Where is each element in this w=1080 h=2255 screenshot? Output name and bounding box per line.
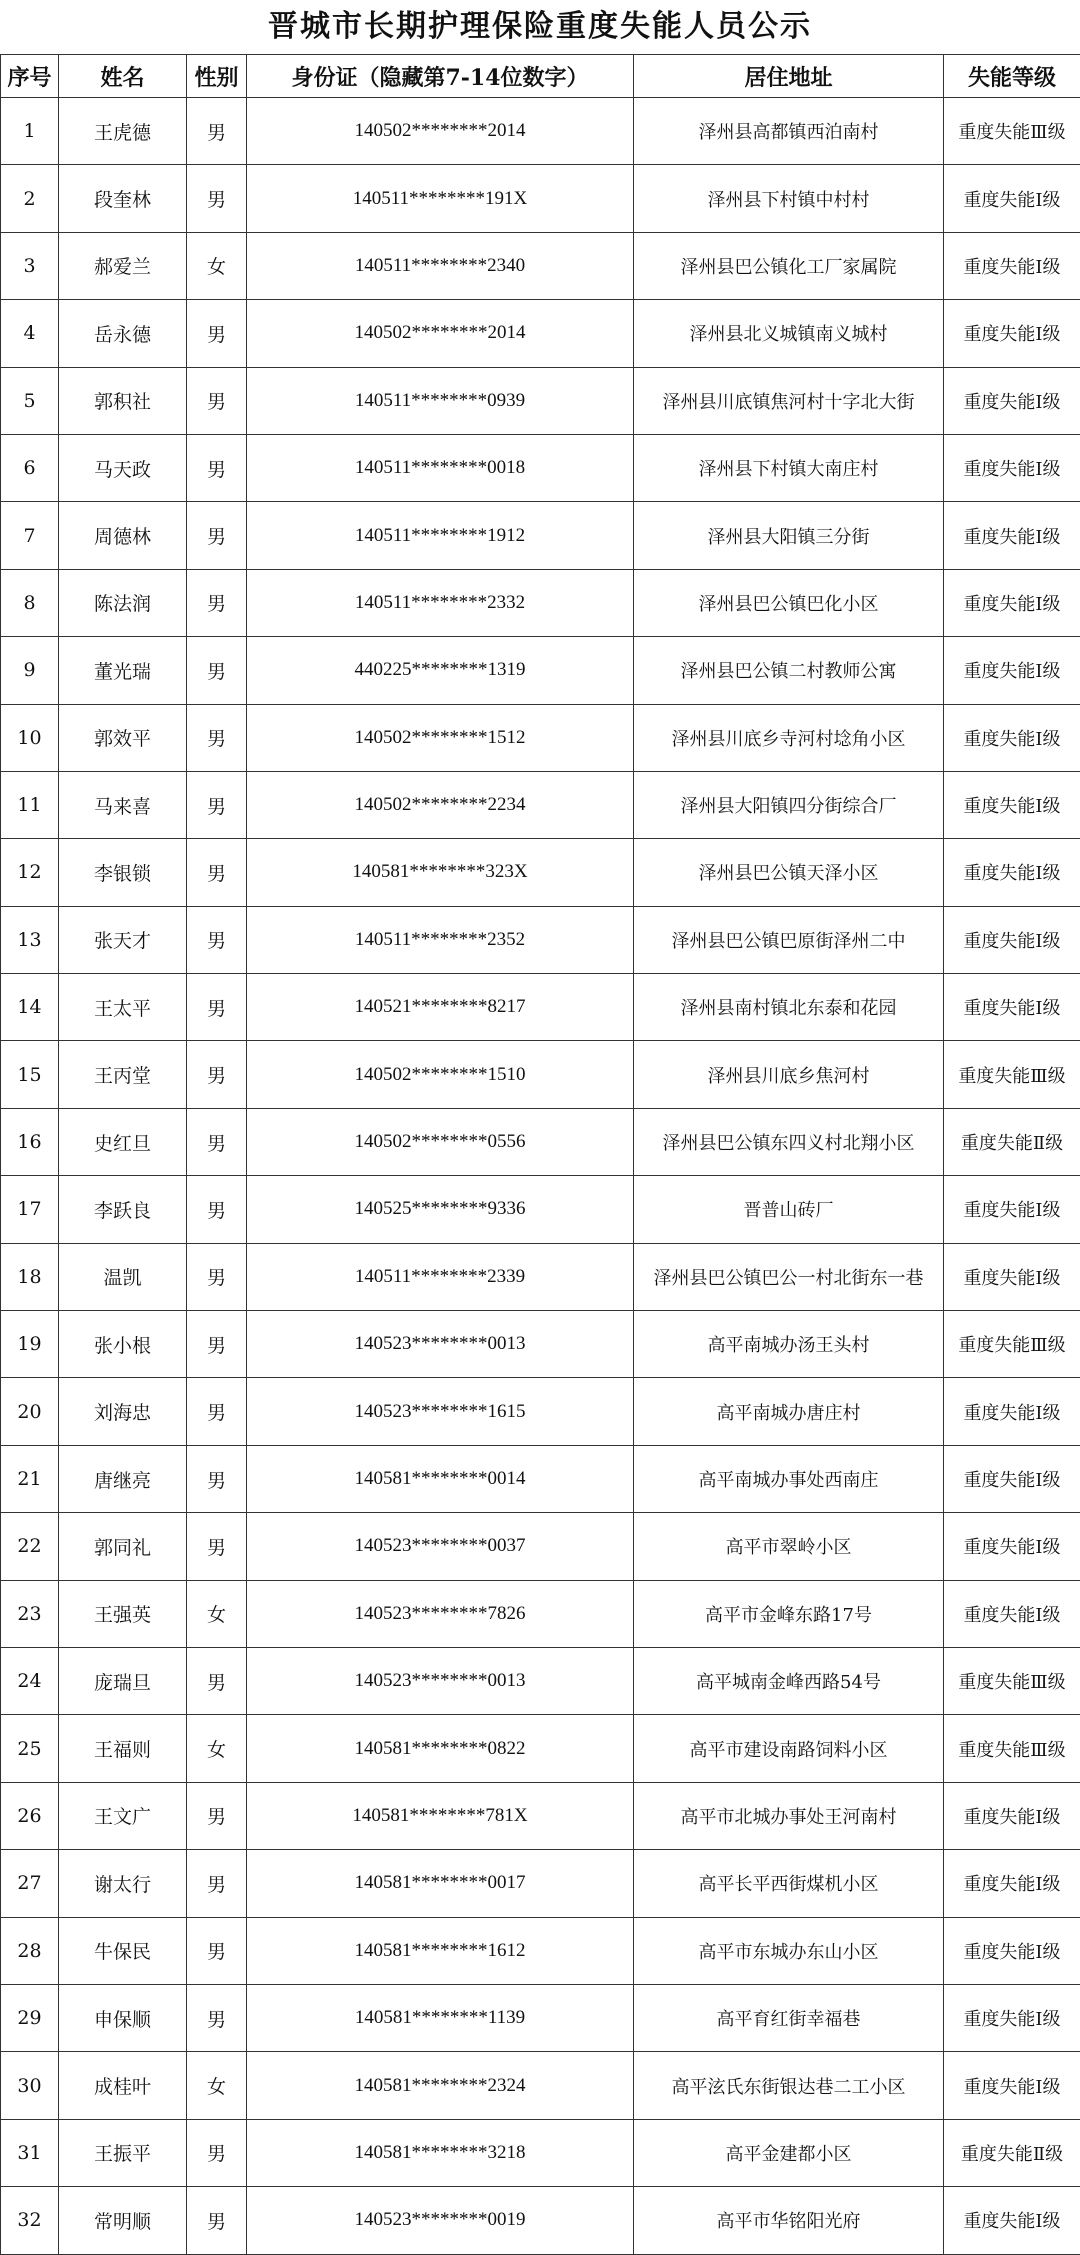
table-row (1, 300, 1080, 367)
cell-no: 27 (1, 1850, 59, 1917)
cell-name: 段奎林 (59, 165, 187, 232)
cell-id: 140581********2324 (247, 2052, 634, 2119)
cell-gender: 女 (187, 1715, 247, 1782)
table-row (1, 1917, 1080, 1984)
cell-level: 重度失能Ⅲ级 (944, 1041, 1080, 1108)
cell-name: 郭同礼 (59, 1513, 187, 1580)
cell-id: 140525********9336 (247, 1176, 634, 1243)
table-row (1, 1782, 1080, 1849)
cell-address: 泽州县巴公镇二村教师公寓 (634, 637, 944, 704)
cell-gender: 女 (187, 232, 247, 299)
cell-gender: 男 (187, 1647, 247, 1714)
cell-name: 申保顺 (59, 1984, 187, 2051)
page-title: 晋城市长期护理保险重度失能人员公示 (0, 0, 1080, 54)
cell-id: 140581********1139 (247, 1984, 634, 2051)
cell-id: 140502********1512 (247, 704, 634, 771)
cell-name: 陈法润 (59, 569, 187, 636)
table-row (1, 98, 1080, 165)
cell-gender: 男 (187, 1850, 247, 1917)
cell-level: 重度失能Ⅰ级 (944, 367, 1080, 434)
cell-no: 7 (1, 502, 59, 569)
cell-address: 泽州县巴公镇巴公一村北街东一巷 (634, 1243, 944, 1310)
cell-no: 9 (1, 637, 59, 704)
cell-name: 郝爱兰 (59, 232, 187, 299)
table-row (1, 2119, 1080, 2186)
cell-address: 泽州县巴公镇天泽小区 (634, 839, 944, 906)
cell-name: 王文广 (59, 1782, 187, 1849)
cell-level: 重度失能Ⅲ级 (944, 1647, 1080, 1714)
cell-no: 18 (1, 1243, 59, 1310)
cell-id: 140581********3218 (247, 2119, 634, 2186)
cell-no: 22 (1, 1513, 59, 1580)
cell-gender: 男 (187, 367, 247, 434)
cell-id: 140502********1510 (247, 1041, 634, 1108)
cell-gender: 男 (187, 1917, 247, 1984)
cell-level: 重度失能Ⅰ级 (944, 569, 1080, 636)
cell-name: 郭积社 (59, 367, 187, 434)
header-level: 失能等级 (944, 55, 1080, 98)
cell-gender: 男 (187, 1243, 247, 1310)
cell-no: 26 (1, 1782, 59, 1849)
cell-id: 140581********0014 (247, 1445, 634, 1512)
cell-name: 王虎德 (59, 98, 187, 165)
cell-id: 140511********2332 (247, 569, 634, 636)
cell-level: 重度失能Ⅲ级 (944, 98, 1080, 165)
cell-name: 庞瑞旦 (59, 1647, 187, 1714)
cell-name: 温凯 (59, 1243, 187, 1310)
cell-gender: 男 (187, 974, 247, 1041)
cell-no: 14 (1, 974, 59, 1041)
cell-id: 140581********1612 (247, 1917, 634, 1984)
cell-name: 王丙堂 (59, 1041, 187, 1108)
table-row (1, 1850, 1080, 1917)
header-name: 姓名 (59, 55, 187, 98)
cell-id: 140581********781X (247, 1782, 634, 1849)
cell-address: 泽州县川底乡寺河村埝角小区 (634, 704, 944, 771)
cell-no: 12 (1, 839, 59, 906)
disability-table (0, 54, 1080, 2255)
cell-name: 成桂叶 (59, 2052, 187, 2119)
cell-id: 140511********191X (247, 165, 634, 232)
cell-no: 17 (1, 1176, 59, 1243)
cell-name: 马天政 (59, 434, 187, 501)
cell-name: 刘海忠 (59, 1378, 187, 1445)
cell-level: 重度失能Ⅰ级 (944, 906, 1080, 973)
cell-level: 重度失能Ⅰ级 (944, 1513, 1080, 1580)
cell-gender: 男 (187, 1311, 247, 1378)
cell-level: 重度失能Ⅰ级 (944, 1378, 1080, 1445)
cell-level: 重度失能Ⅰ级 (944, 1984, 1080, 2051)
cell-id: 140523********0019 (247, 2187, 634, 2254)
cell-id: 140502********2014 (247, 98, 634, 165)
cell-no: 1 (1, 98, 59, 165)
cell-id: 140521********8217 (247, 974, 634, 1041)
cell-no: 16 (1, 1108, 59, 1175)
cell-level: 重度失能Ⅰ级 (944, 1445, 1080, 1512)
table-row (1, 367, 1080, 434)
cell-no: 28 (1, 1917, 59, 1984)
cell-address: 高平城南金峰西路54号 (634, 1647, 944, 1714)
cell-id: 140511********2339 (247, 1243, 634, 1310)
cell-level: 重度失能Ⅰ级 (944, 502, 1080, 569)
cell-name: 李跃良 (59, 1176, 187, 1243)
cell-id: 140581********323X (247, 839, 634, 906)
cell-name: 周德林 (59, 502, 187, 569)
cell-no: 30 (1, 2052, 59, 2119)
cell-level: 重度失能Ⅰ级 (944, 1782, 1080, 1849)
cell-no: 24 (1, 1647, 59, 1714)
cell-no: 19 (1, 1311, 59, 1378)
cell-name: 张天才 (59, 906, 187, 973)
table-row (1, 1243, 1080, 1310)
cell-address: 高平长平西街煤机小区 (634, 1850, 944, 1917)
cell-gender: 男 (187, 1176, 247, 1243)
table-row (1, 1513, 1080, 1580)
cell-name: 谢太行 (59, 1850, 187, 1917)
header-gender: 性别 (187, 55, 247, 98)
cell-level: 重度失能Ⅱ级 (944, 2119, 1080, 2186)
cell-level: 重度失能Ⅰ级 (944, 1917, 1080, 1984)
table-row (1, 771, 1080, 838)
cell-no: 23 (1, 1580, 59, 1647)
cell-gender: 男 (187, 502, 247, 569)
cell-address: 高平南城办唐庄村 (634, 1378, 944, 1445)
cell-address: 高平南城办事处西南庄 (634, 1445, 944, 1512)
cell-id: 140502********2014 (247, 300, 634, 367)
cell-level: 重度失能Ⅰ级 (944, 637, 1080, 704)
cell-no: 6 (1, 434, 59, 501)
table-row (1, 1445, 1080, 1512)
cell-name: 李银锁 (59, 839, 187, 906)
cell-gender: 男 (187, 434, 247, 501)
cell-level: 重度失能Ⅰ级 (944, 839, 1080, 906)
cell-level: 重度失能Ⅰ级 (944, 2187, 1080, 2254)
table-row (1, 1715, 1080, 1782)
cell-address: 高平南城办汤王头村 (634, 1311, 944, 1378)
cell-id: 140511********2340 (247, 232, 634, 299)
cell-gender: 女 (187, 1580, 247, 1647)
cell-id: 140511********2352 (247, 906, 634, 973)
cell-no: 3 (1, 232, 59, 299)
cell-no: 11 (1, 771, 59, 838)
cell-level: 重度失能Ⅰ级 (944, 300, 1080, 367)
table-row (1, 1108, 1080, 1175)
cell-address: 高平金建都小区 (634, 2119, 944, 2186)
cell-id: 140523********0013 (247, 1647, 634, 1714)
cell-name: 马来喜 (59, 771, 187, 838)
cell-name: 牛保民 (59, 1917, 187, 1984)
cell-address: 泽州县下村镇中村村 (634, 165, 944, 232)
cell-address: 泽州县高都镇西泊南村 (634, 98, 944, 165)
cell-id: 140523********0013 (247, 1311, 634, 1378)
cell-level: 重度失能Ⅰ级 (944, 1580, 1080, 1647)
table-row (1, 1176, 1080, 1243)
cell-no: 4 (1, 300, 59, 367)
cell-level: 重度失能Ⅰ级 (944, 232, 1080, 299)
table-row (1, 637, 1080, 704)
cell-address: 泽州县巴公镇东四义村北翔小区 (634, 1108, 944, 1175)
cell-id: 140523********0037 (247, 1513, 634, 1580)
cell-level: 重度失能Ⅰ级 (944, 771, 1080, 838)
cell-gender: 男 (187, 300, 247, 367)
cell-gender: 男 (187, 1984, 247, 2051)
cell-no: 31 (1, 2119, 59, 2186)
cell-level: 重度失能Ⅰ级 (944, 1243, 1080, 1310)
cell-gender: 男 (187, 1513, 247, 1580)
table-row (1, 2052, 1080, 2119)
cell-no: 15 (1, 1041, 59, 1108)
table-row (1, 839, 1080, 906)
cell-address: 晋普山砖厂 (634, 1176, 944, 1243)
cell-address: 泽州县北义城镇南义城村 (634, 300, 944, 367)
cell-name: 岳永德 (59, 300, 187, 367)
cell-no: 25 (1, 1715, 59, 1782)
cell-id: 440225********1319 (247, 637, 634, 704)
cell-id: 140523********7826 (247, 1580, 634, 1647)
cell-name: 常明顺 (59, 2187, 187, 2254)
table-row (1, 974, 1080, 1041)
table-row (1, 1378, 1080, 1445)
cell-id: 140502********2234 (247, 771, 634, 838)
cell-level: 重度失能Ⅰ级 (944, 1850, 1080, 1917)
cell-gender: 男 (187, 839, 247, 906)
cell-level: 重度失能Ⅲ级 (944, 1311, 1080, 1378)
cell-gender: 男 (187, 1445, 247, 1512)
table-row (1, 1580, 1080, 1647)
cell-id: 140581********0017 (247, 1850, 634, 1917)
cell-address: 泽州县巴公镇巴化小区 (634, 569, 944, 636)
cell-gender: 男 (187, 569, 247, 636)
cell-name: 王太平 (59, 974, 187, 1041)
table-row (1, 704, 1080, 771)
cell-gender: 男 (187, 1782, 247, 1849)
cell-id: 140511********1912 (247, 502, 634, 569)
cell-name: 张小根 (59, 1311, 187, 1378)
cell-address: 高平市北城办事处王河南村 (634, 1782, 944, 1849)
cell-address: 泽州县南村镇北东泰和花园 (634, 974, 944, 1041)
cell-level: 重度失能Ⅰ级 (944, 974, 1080, 1041)
cell-gender: 男 (187, 2119, 247, 2186)
cell-no: 13 (1, 906, 59, 973)
cell-level: 重度失能Ⅰ级 (944, 165, 1080, 232)
cell-gender: 男 (187, 1041, 247, 1108)
table-body (1, 98, 1080, 2255)
table-row (1, 1984, 1080, 2051)
cell-address: 泽州县大阳镇四分街综合厂 (634, 771, 944, 838)
cell-name: 史红旦 (59, 1108, 187, 1175)
cell-gender: 男 (187, 704, 247, 771)
table-row (1, 1647, 1080, 1714)
cell-id: 140581********0822 (247, 1715, 634, 1782)
cell-no: 2 (1, 165, 59, 232)
cell-level: 重度失能Ⅰ级 (944, 1176, 1080, 1243)
cell-gender: 女 (187, 2052, 247, 2119)
cell-gender: 男 (187, 165, 247, 232)
cell-no: 5 (1, 367, 59, 434)
table-row (1, 434, 1080, 501)
cell-address: 泽州县巴公镇巴原街泽州二中 (634, 906, 944, 973)
cell-address: 高平育红街幸福巷 (634, 1984, 944, 2051)
cell-gender: 男 (187, 637, 247, 704)
cell-name: 郭效平 (59, 704, 187, 771)
cell-name: 王福则 (59, 1715, 187, 1782)
cell-address: 高平市东城办东山小区 (634, 1917, 944, 1984)
cell-no: 20 (1, 1378, 59, 1445)
cell-id: 140511********0939 (247, 367, 634, 434)
cell-gender: 男 (187, 1108, 247, 1175)
table-row (1, 569, 1080, 636)
cell-level: 重度失能Ⅱ级 (944, 1108, 1080, 1175)
table-row (1, 165, 1080, 232)
cell-address: 高平市翠岭小区 (634, 1513, 944, 1580)
cell-address: 泽州县大阳镇三分街 (634, 502, 944, 569)
table-row (1, 1311, 1080, 1378)
cell-level: 重度失能Ⅰ级 (944, 2052, 1080, 2119)
table-row (1, 502, 1080, 569)
cell-name: 王强英 (59, 1580, 187, 1647)
cell-no: 29 (1, 1984, 59, 2051)
header-no: 序号 (1, 55, 59, 98)
cell-name: 王振平 (59, 2119, 187, 2186)
header-address: 居住地址 (634, 55, 944, 98)
table-row (1, 2187, 1080, 2254)
cell-address: 泽州县川底镇焦河村十字北大街 (634, 367, 944, 434)
table-row (1, 1041, 1080, 1108)
cell-gender: 男 (187, 906, 247, 973)
cell-gender: 男 (187, 98, 247, 165)
cell-name: 董光瑞 (59, 637, 187, 704)
table-row (1, 906, 1080, 973)
cell-address: 高平市金峰东路17号 (634, 1580, 944, 1647)
cell-gender: 男 (187, 2187, 247, 2254)
cell-address: 高平市建设南路饲料小区 (634, 1715, 944, 1782)
cell-id: 140523********1615 (247, 1378, 634, 1445)
table-header-row (1, 55, 1080, 98)
cell-address: 泽州县川底乡焦河村 (634, 1041, 944, 1108)
cell-address: 泽州县巴公镇化工厂家属院 (634, 232, 944, 299)
cell-no: 21 (1, 1445, 59, 1512)
cell-gender: 男 (187, 771, 247, 838)
cell-no: 8 (1, 569, 59, 636)
cell-address: 泽州县下村镇大南庄村 (634, 434, 944, 501)
cell-no: 32 (1, 2187, 59, 2254)
cell-level: 重度失能Ⅰ级 (944, 434, 1080, 501)
cell-address: 高平泫氏东街银达巷二工小区 (634, 2052, 944, 2119)
header-id: 身份证（隐藏第7-14位数字） (247, 55, 634, 98)
cell-id: 140502********0556 (247, 1108, 634, 1175)
table-row (1, 232, 1080, 299)
cell-name: 唐继亮 (59, 1445, 187, 1512)
cell-gender: 男 (187, 1378, 247, 1445)
cell-level: 重度失能Ⅰ级 (944, 704, 1080, 771)
cell-no: 10 (1, 704, 59, 771)
cell-id: 140511********0018 (247, 434, 634, 501)
cell-level: 重度失能Ⅲ级 (944, 1715, 1080, 1782)
cell-address: 高平市华铭阳光府 (634, 2187, 944, 2254)
